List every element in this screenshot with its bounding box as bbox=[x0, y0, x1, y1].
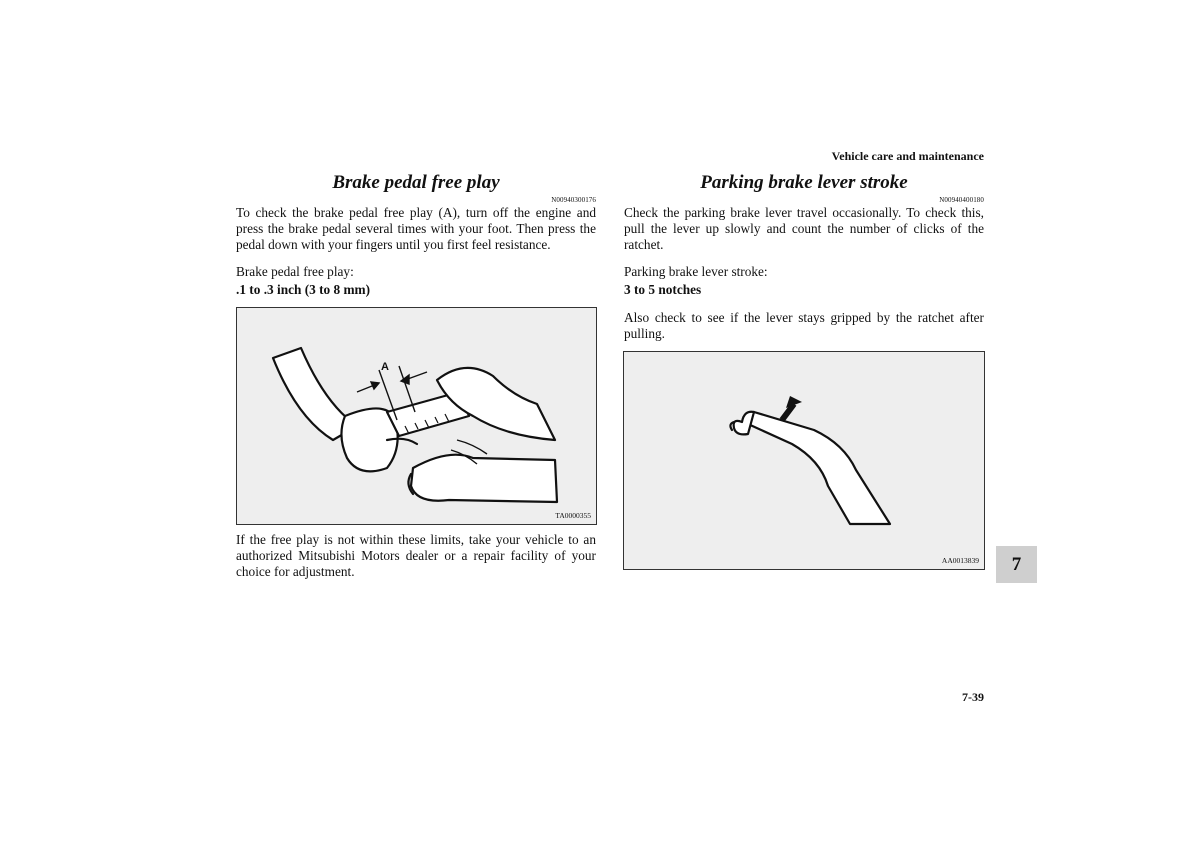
brake-pedal-spec-label: Brake pedal free play: bbox=[236, 264, 354, 279]
chapter-tab: 7 bbox=[996, 546, 1037, 583]
parking-brake-illustration bbox=[624, 352, 986, 571]
figure-label-a: A bbox=[381, 361, 389, 373]
brake-pedal-spec-value: .1 to .3 inch (3 to 8 mm) bbox=[236, 282, 371, 297]
page-number: 7-39 bbox=[962, 690, 984, 704]
parking-brake-spec-value: 3 to 5 notches bbox=[624, 282, 702, 297]
running-header: Vehicle care and maintenance bbox=[831, 149, 984, 163]
brake-pedal-illustration bbox=[237, 308, 598, 526]
section-title-parking-brake: Parking brake lever stroke bbox=[700, 172, 908, 193]
figure-code-right: AA0013839 bbox=[941, 556, 979, 565]
brake-pedal-figure bbox=[236, 307, 597, 525]
reference-code-right: N00940400180 bbox=[939, 196, 984, 204]
parking-brake-intro: Check the parking brake lever travel occasionally. To check this, pull the lever up slowly and count the number of clicks of the ratchet. bbox=[624, 205, 984, 252]
brake-pedal-outro: If the free play is not within these limits, take your vehicle to an authorized Mitsubishi Motors dealer or a repair facility of your choice for adjustment. bbox=[236, 532, 596, 579]
parking-brake-spec-label: Parking brake lever stroke: bbox=[624, 264, 768, 279]
parking-brake-figure bbox=[623, 351, 985, 570]
section-title-brake-pedal: Brake pedal free play bbox=[332, 172, 500, 193]
brake-pedal-intro: To check the brake pedal free play (A), turn off the engine and press the brake pedal several times with your foot. Then press the pedal down with your fingers until you first feel resistance. bbox=[236, 205, 596, 252]
parking-brake-note: Also check to see if the lever stays gripped by the ratchet after pulling. bbox=[624, 310, 984, 341]
reference-code-left: N00940300176 bbox=[551, 196, 596, 204]
figure-code-left: TA0000355 bbox=[555, 511, 591, 520]
